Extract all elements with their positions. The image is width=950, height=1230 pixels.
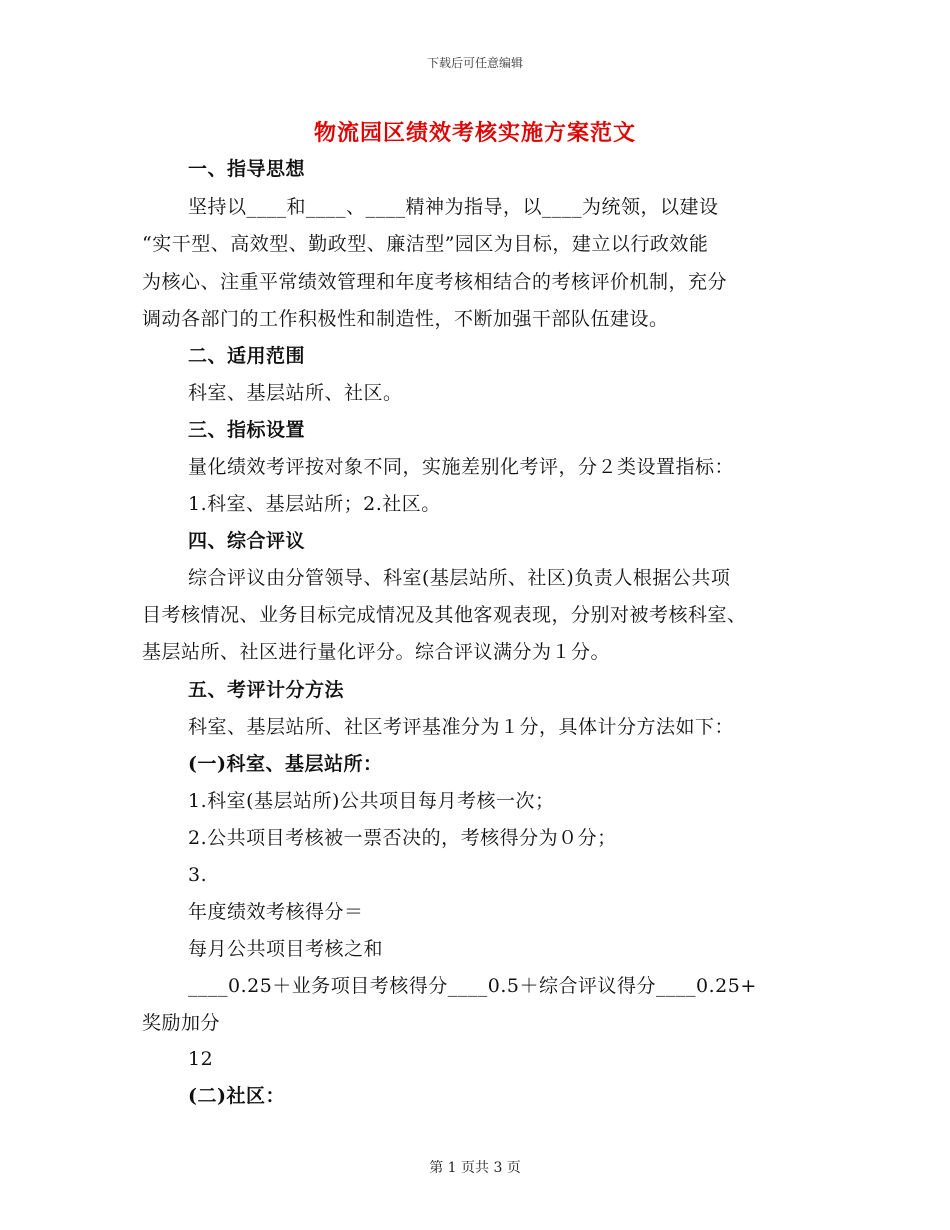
- list-item: 2.公共项目考核被一票否决的，考核得分为０分；: [188, 827, 617, 849]
- header-note: 下载后可任意编辑: [426, 56, 523, 70]
- formula-line: 奖励加分: [142, 1012, 221, 1034]
- section-heading-1: 一、指导思想: [188, 158, 306, 180]
- section-heading-4: 四、综合评议: [188, 530, 306, 552]
- paragraph-line: 为核心、注重平常绩效管理和年度考核相结合的考核评价机制，充分: [142, 271, 728, 293]
- paragraph-line: 坚持以____和____、____精神为指导，以____为统领，以建设: [188, 196, 719, 218]
- formula-line: 12: [188, 1048, 214, 1070]
- subsection-heading-2: (二)社区：: [188, 1085, 285, 1107]
- list-item: 1.科室(基层站所)公共项目每月考核一次；: [188, 790, 555, 812]
- list-item: 3.: [188, 864, 208, 886]
- subsection-heading-1: (一)科室、基层站所：: [188, 753, 383, 775]
- formula-line: ____0.25＋业务项目考核得分____0.5＋综合评议得分____0.25+: [188, 975, 757, 997]
- paragraph-line: 调动各部门的工作积极性和制造性，不断加强干部队伍建设。: [142, 308, 669, 330]
- paragraph-line: 1.科室、基层站所；2.社区。: [188, 493, 441, 515]
- paragraph-line: 目考核情况、业务目标完成情况及其他客观表现，分别对被考核科室、: [142, 604, 747, 626]
- document-title: 物流园区绩效考核实施方案范文: [313, 120, 636, 146]
- paragraph-line: 量化绩效考评按对象不同，实施差别化考评，分２类设置指标：: [188, 456, 735, 478]
- paragraph-line: 科室、基层站所、社区。: [188, 382, 403, 404]
- section-heading-3: 三、指标设置: [188, 419, 306, 441]
- page-number: 第 1 页共 3 页: [429, 1160, 521, 1176]
- paragraph-line: “实干型、高效型、勤政型、廉洁型”园区为目标，建立以行政效能: [142, 233, 709, 255]
- section-heading-2: 二、适用范围: [188, 345, 306, 367]
- formula-line: 年度绩效考核得分＝: [188, 901, 364, 923]
- paragraph-line: 基层站所、社区进行量化评分。综合评议满分为１分。: [142, 641, 611, 663]
- paragraph-line: 综合评议由分管领导、科室(基层站所、社区)负责人根据公共项: [188, 567, 731, 589]
- formula-line: 每月公共项目考核之和: [188, 938, 384, 960]
- paragraph-line: 科室、基层站所、社区考评基准分为１分，具体计分方法如下：: [188, 716, 735, 738]
- section-heading-5: 五、考评计分方法: [188, 679, 345, 701]
